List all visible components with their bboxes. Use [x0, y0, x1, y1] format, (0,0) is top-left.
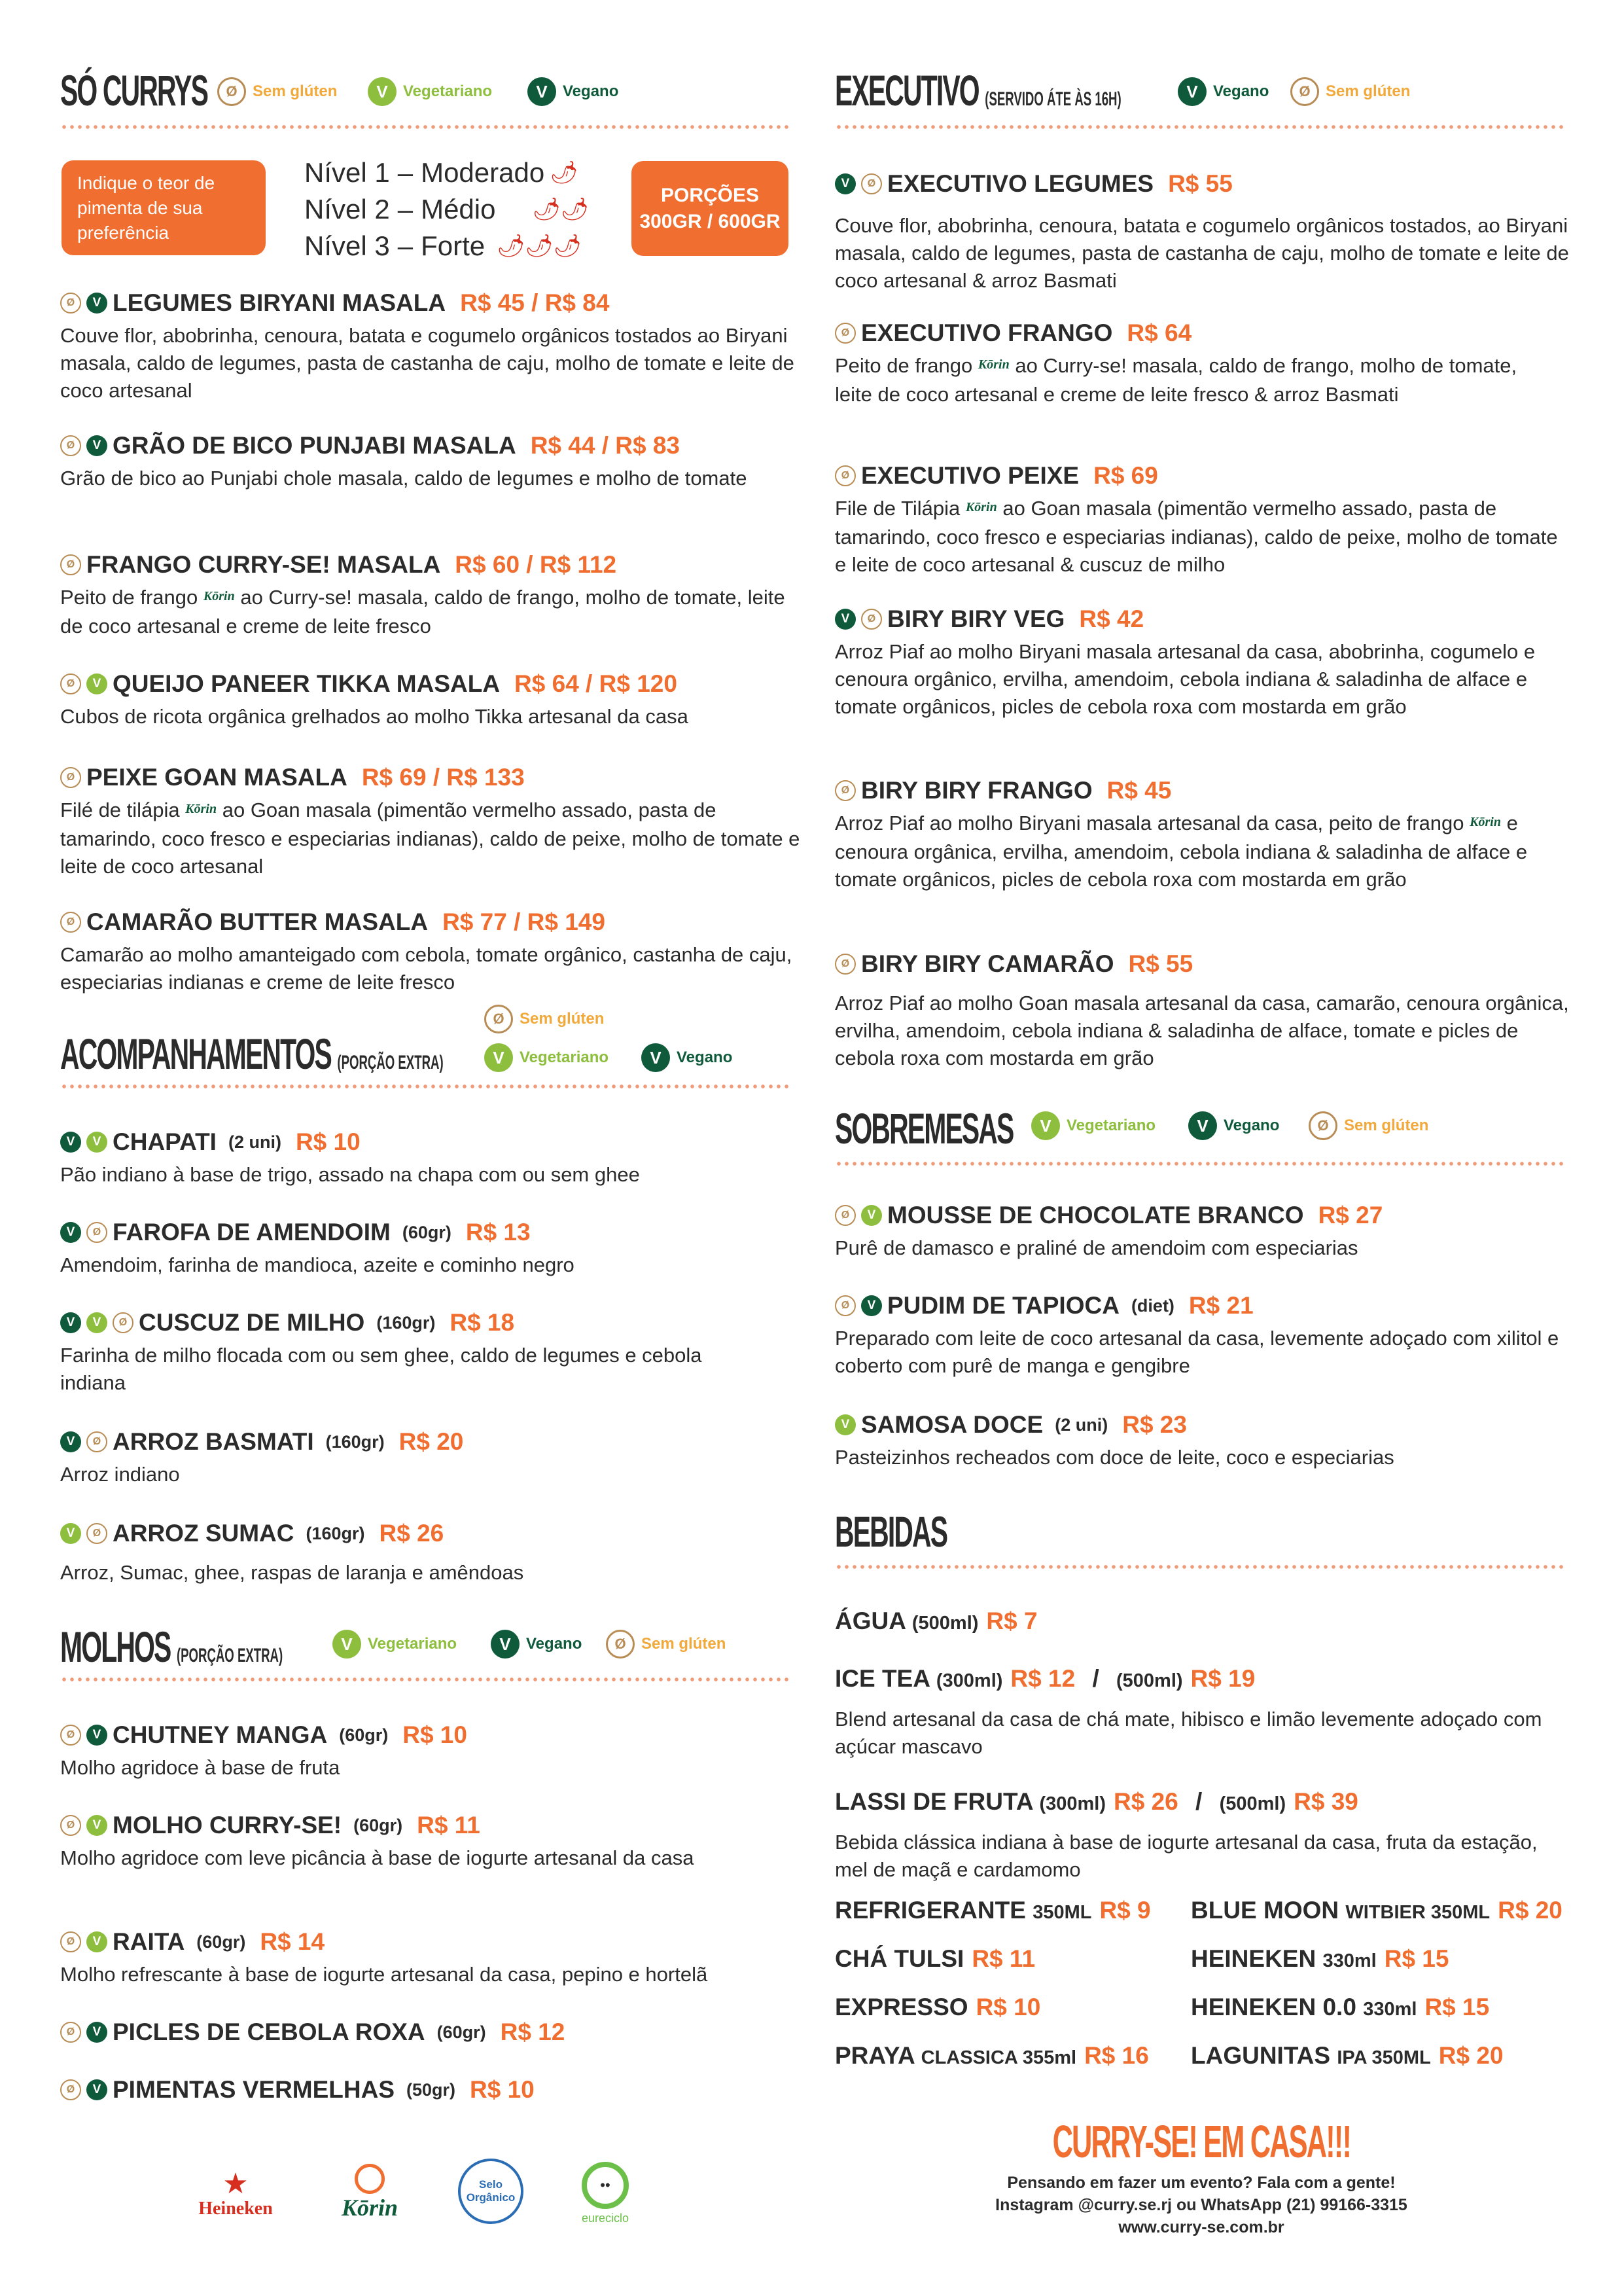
- gluten-free-icon: Ø: [484, 1005, 513, 1033]
- menu-item: V Ø ARROZ BASMATI (160gr) R$ 20 Arroz indiano: [60, 1428, 464, 1486]
- promo-title-wrap: [940, 2115, 1463, 2168]
- menu-item: Ø V LEGUMES BIRYANI MASALA R$ 45 / R$ 84 Couve flor, abobrinha, cenoura, batata e cogumelo orgânicos tostados ao Biryani masala, caldo de legumes, pasta de castanha de caju, molho de tomate e leite de coco artesanal: [60, 289, 794, 402]
- gluten-free-icon: Ø: [835, 780, 856, 801]
- drink-lassi: LASSI DE FRUTA (300ml) R$ 26 / (500ml) R$ 39: [835, 1788, 1358, 1815]
- menu-item: Ø V MOUSSE DE CHOCOLATE BRANCO R$ 27 Purê de damasco e praliné de amendoim com especiarias: [835, 1202, 1383, 1259]
- menu-item: V Ø BIRY BIRY VEG R$ 42 Arroz Piaf ao molho Biryani masala artesanal da casa, abobrinha, cogumelo e cenoura orgânico, ervilha, amendoim, cebola indiana & saladinha de alface e tomate orgânicos, picles de cebola roxa com mostarda em grão: [835, 605, 1536, 718]
- menu-item: V SAMOSA DOCE (2 uni) R$ 23 Pasteizinhos recheados com doce de leite, coco e especiarias: [835, 1411, 1394, 1469]
- vegan-icon: V: [86, 1725, 107, 1746]
- menu-item: Ø V PIMENTAS VERMELHAS (50gr) R$ 10: [60, 2076, 806, 2104]
- korin-logo-inline: Kōrin: [1470, 814, 1501, 829]
- promo-website: www.curry-se.com.br: [1118, 2218, 1284, 2236]
- gluten-free-icon: Ø: [835, 1205, 856, 1226]
- legend-vegetarian: V Vegetariano: [332, 1630, 457, 1659]
- menu-item: Ø V PUDIM DE TAPIOCA (diet) R$ 21 Preparado com leite de coco artesanal da casa, levemente adoçado com xilitol e coberto com purê de manga e gengibre: [835, 1292, 1559, 1377]
- gluten-free-icon: Ø: [60, 1725, 81, 1746]
- drink-item: LAGUNITAS IPA 350ML R$ 20: [1191, 2042, 1504, 2069]
- vegetarian-icon: V: [1031, 1111, 1060, 1140]
- gluten-free-icon: Ø: [835, 954, 856, 975]
- vegetarian-icon: V: [86, 1312, 107, 1333]
- heineken-logo: ★ Heineken: [198, 2168, 273, 2219]
- legend-vegan: V Vegano: [641, 1043, 732, 1072]
- sauces-section-title: MOLHOS (PORÇÃO EXTRA): [60, 1623, 283, 1671]
- executive-section-title: EXECUTIVO (SERVIDO ÁTE ÀS 16H): [835, 66, 1121, 115]
- gluten-free-icon: Ø: [60, 673, 81, 694]
- gluten-free-icon: Ø: [835, 323, 856, 344]
- gluten-free-icon: Ø: [60, 1931, 81, 1952]
- vegetarian-icon: V: [368, 77, 397, 106]
- gluten-free-icon: Ø: [86, 1431, 107, 1452]
- promo-block: [940, 2115, 1463, 2238]
- section-divider: [835, 1563, 1565, 1571]
- legend-vegan: V Vegano: [491, 1630, 582, 1659]
- menu-item: V Ø FAROFA DE AMENDOIM (60gr) R$ 13 Amendoim, farinha de mandioca, azeite e cominho negro: [60, 1219, 574, 1276]
- vegan-icon: V: [60, 1132, 81, 1153]
- korin-mark-icon: [355, 2164, 385, 2194]
- gluten-free-icon: Ø: [86, 1222, 107, 1243]
- menu-item: Ø BIRY BIRY CAMARÃO R$ 55 Arroz Piaf ao molho Goan masala artesanal da casa, camarão, cenoura orgânica, ervilha, amendoim, cebola indiana & saladinha de alface, tomate e picles de cebola roxa com mostarda em grão: [835, 950, 1569, 1069]
- menu-item: Ø V QUEIJO PANEER TIKKA MASALA R$ 64 / R$ 120 Cubos de ricota orgânica grelhados ao molho Tikka artesanal da casa: [60, 670, 688, 728]
- menu-item: Ø EXECUTIVO PEIXE R$ 69 File de Tilápia Kōrin ao Goan masala (pimentão vermelho assado, pasta de tamarindo, coco fresco e especiarias indianas), caldo de peixe, molho de tomate e leite de coco artesanal & cuscuz de milho: [835, 462, 1558, 576]
- gluten-free-icon: Ø: [60, 554, 81, 575]
- gluten-free-icon: Ø: [606, 1630, 635, 1659]
- legend-gluten-free: Ø Sem glúten: [606, 1630, 726, 1659]
- korin-logo-inline: Kōrin: [965, 499, 997, 514]
- legend-vegetarian: V Vegetariano: [484, 1043, 609, 1072]
- vegetarian-icon: V: [86, 1815, 107, 1836]
- menu-item: Ø V CHUTNEY MANGA (60gr) R$ 10 Molho agridoce à base de fruta: [60, 1721, 467, 1779]
- legend-vegan: V Vegano: [1178, 77, 1269, 106]
- spice-levels: [304, 154, 589, 264]
- legend-vegetarian: V Vegetariano: [1031, 1111, 1156, 1140]
- promo-line: Pensando em fazer um evento? Fala com a gente!: [1007, 2174, 1396, 2192]
- drink-item: BLUE MOON WITBIER 350ML R$ 20: [1191, 1897, 1562, 1924]
- curries-section-title: SÓ CURRYS: [60, 66, 208, 115]
- menu-item: Ø FRANGO CURRY-SE! MASALA R$ 60 / R$ 112 Peito de frango Kōrin ao Curry-se! masala, caldo de frango, molho de tomate, leite de coco artesanal e creme de leite fresco: [60, 551, 785, 637]
- drink-item: CHÁ TULSI R$ 11: [835, 1945, 1036, 1972]
- menu-item: Ø CAMARÃO BUTTER MASALA R$ 77 / R$ 149 Camarão ao molho amanteigado com cebola, tomate orgânico, castanha de caju, especiarias indianas e creme de leite fresco: [60, 908, 792, 994]
- section-divider: [835, 1160, 1565, 1168]
- gluten-free-icon: Ø: [60, 293, 81, 314]
- drink-item: PRAYA CLASSICA 355ml R$ 16: [835, 2042, 1149, 2069]
- spice-level-1: Nível 1 – Moderado 🌶: [304, 154, 589, 191]
- spice-note-box: Indique o teor de pimenta de sua preferência: [62, 160, 266, 255]
- vegan-icon: V: [835, 609, 856, 630]
- korin-logo: Kōrin: [321, 2160, 419, 2225]
- vegan-icon: V: [60, 1431, 81, 1452]
- korin-logo-inline: Kōrin: [185, 801, 217, 816]
- gluten-free-icon: Ø: [861, 609, 882, 630]
- gluten-free-icon: Ø: [861, 173, 882, 194]
- star-icon: ★: [222, 2168, 249, 2200]
- gluten-free-icon: Ø: [60, 1815, 81, 1836]
- vegan-icon: V: [86, 2079, 107, 2100]
- vegetarian-icon: V: [332, 1630, 361, 1659]
- menu-item: Ø EXECUTIVO FRANGO R$ 64 Peito de frango Kōrin ao Curry-se! masala, caldo de frango, molho de tomate, leite de coco artesanal e creme de leite fresco & arroz Basmati: [835, 319, 1517, 406]
- vegan-icon: V: [86, 293, 107, 314]
- gluten-free-icon: Ø: [1290, 77, 1319, 106]
- gluten-free-icon: Ø: [60, 912, 81, 933]
- drink-item: REFRIGERANTE 350ML R$ 9: [835, 1897, 1151, 1924]
- section-divider: [60, 1083, 792, 1090]
- gluten-free-icon: Ø: [217, 77, 246, 106]
- section-divider: [60, 1676, 792, 1683]
- vegan-icon: V: [835, 173, 856, 194]
- drink-item: HEINEKEN 0.0 330ml R$ 15: [1191, 1994, 1490, 2020]
- gluten-free-icon: Ø: [60, 2079, 81, 2100]
- vegetarian-icon: V: [86, 673, 107, 694]
- menu-item: V V Ø CUSCUZ DE MILHO (160gr) R$ 18 Farinha de milho flocada com ou sem ghee, caldo de legumes e cebola indiana: [60, 1309, 702, 1394]
- recycle-icon: ••: [582, 2162, 629, 2209]
- spice-level-2: Nível 2 – Médio 🌶🌶: [304, 191, 589, 228]
- vegetarian-icon: V: [86, 1931, 107, 1952]
- drink-item: EXPRESSO R$ 10: [835, 1994, 1041, 2020]
- drink-ice-tea-desc: Blend artesanal da casa de chá mate, hibisco e limão levemente adoçado com açúcar mascavo: [835, 1708, 1542, 1758]
- vegan-icon: V: [60, 1222, 81, 1243]
- menu-item: Ø V MOLHO CURRY-SE! (60gr) R$ 11 Molho agridoce com leve picância à base de iogurte artesanal da casa: [60, 1812, 694, 1869]
- desserts-section-title: SOBREMESAS: [835, 1104, 1014, 1153]
- promo-title: CURRY-SE! EM CASA!!!: [1052, 2116, 1350, 2167]
- promo-contact: Instagram @curry.se.rj ou WhatsApp (21) 99166-3315: [995, 2196, 1407, 2214]
- vegetarian-icon: V: [60, 1523, 81, 1544]
- legend-gluten-free: Ø Sem glúten: [484, 1005, 604, 1033]
- vegetarian-icon: V: [835, 1414, 856, 1435]
- vegan-icon: V: [861, 1295, 882, 1316]
- legend-gluten-free: Ø Sem glúten: [1309, 1111, 1428, 1140]
- portions-box: PORÇÕES 300GR / 600GR: [631, 161, 788, 256]
- drink-lassi-desc: Bebida clássica indiana à base de iogurte artesanal da casa, fruta da estação, mel de maçã e cardamomo: [835, 1831, 1538, 1881]
- drink-agua: ÁGUA (500ml) R$ 7: [835, 1607, 1038, 1634]
- menu-item: V Ø EXECUTIVO LEGUMES R$ 55 Couve flor, abobrinha, cenoura, batata e cogumelo orgânicos tostados, ao Biryani masala, caldo de legumes, pasta de castanha de caju, molho de tomate e leite de coco artesanal & arroz Basmati: [835, 170, 1569, 292]
- gluten-free-icon: Ø: [60, 435, 81, 456]
- vegan-icon: V: [1188, 1111, 1217, 1140]
- vegan-icon: V: [60, 1312, 81, 1333]
- gluten-free-icon: Ø: [1309, 1111, 1337, 1140]
- chili-pepper-icon: 🌶🌶: [532, 197, 589, 222]
- vegan-icon: V: [86, 435, 107, 456]
- drinks-section-title: BEBIDAS: [835, 1507, 947, 1556]
- organic-seal-logo: Selo Orgânico: [458, 2159, 523, 2224]
- vegan-icon: V: [491, 1630, 520, 1659]
- gluten-free-icon: Ø: [113, 1312, 133, 1333]
- menu-item: Ø V RAITA (60gr) R$ 14 Molho refrescante à base de iogurte artesanal da casa, pepino e hortelã: [60, 1928, 708, 1986]
- eureciclo-logo: •• eureciclo: [569, 2157, 641, 2229]
- legend-gluten-free: Ø Sem glúten: [1290, 77, 1410, 106]
- legend-vegan: V Vegano: [527, 77, 618, 106]
- section-divider: [60, 123, 792, 131]
- menu-item: Ø V PICLES DE CEBOLA ROXA (60gr) R$ 12: [60, 2018, 806, 2046]
- legend-vegetarian: V Vegetariano: [368, 77, 492, 106]
- korin-logo-inline: Kōrin: [978, 357, 1010, 372]
- gluten-free-icon: Ø: [60, 767, 81, 788]
- gluten-free-icon: Ø: [60, 2022, 81, 2043]
- section-divider: [835, 123, 1565, 131]
- menu-item: Ø PEIXE GOAN MASALA R$ 69 / R$ 133 Filé de tilápia Kōrin ao Goan masala (pimentão vermelho assado, pasta de tamarindo, coco fresco e especiarias indianas), caldo de peixe, molho de tomate e leite de coco artesanal: [60, 764, 800, 878]
- menu-item: V Ø ARROZ SUMAC (160gr) R$ 26 Arroz, Sumac, ghee, raspas de laranja e amêndoas: [60, 1520, 524, 1584]
- vegetarian-icon: V: [484, 1043, 513, 1072]
- menu-item: Ø BIRY BIRY FRANGO R$ 45 Arroz Piaf ao molho Biryani masala artesanal da casa, peito de frango Kōrin e cenoura orgânica, ervilha, amendoim, cebola indiana & saladinha de alface e tomate orgânicos, picles de cebola roxa com mostarda em grão: [835, 777, 1528, 891]
- vegan-icon: V: [527, 77, 556, 106]
- legend-vegan: V Vegano: [1188, 1111, 1279, 1140]
- spice-level-3: Nível 3 – Forte 🌶🌶🌶: [304, 228, 589, 264]
- vegetarian-icon: V: [861, 1205, 882, 1226]
- drink-ice-tea: ICE TEA (300ml) R$ 12 / (500ml) R$ 19: [835, 1665, 1256, 1692]
- gluten-free-icon: Ø: [86, 1523, 107, 1544]
- chili-pepper-icon: 🌶🌶🌶: [497, 234, 582, 259]
- gluten-free-icon: Ø: [835, 1295, 856, 1316]
- menu-item: Ø V GRÃO DE BICO PUNJABI MASALA R$ 44 / R$ 83 Grão de bico ao Punjabi chole masala, caldo de legumes e molho de tomate: [60, 432, 747, 490]
- gluten-free-icon: Ø: [835, 465, 856, 486]
- legend-gluten-free: Ø Sem glúten: [217, 77, 337, 106]
- chili-pepper-icon: 🌶: [550, 160, 578, 185]
- drink-item: HEINEKEN 330ml R$ 15: [1191, 1945, 1449, 1972]
- korin-logo-inline: Kōrin: [203, 588, 235, 603]
- sides-section-title: ACOMPANHAMENTOS (PORÇÃO EXTRA): [60, 1030, 444, 1078]
- vegetarian-icon: V: [86, 1132, 107, 1153]
- vegan-icon: V: [86, 2022, 107, 2043]
- vegan-icon: V: [641, 1043, 670, 1072]
- vegan-icon: V: [1178, 77, 1207, 106]
- menu-item: V V CHAPATI (2 uni) R$ 10 Pão indiano à base de trigo, assado na chapa com ou sem ghee: [60, 1128, 640, 1186]
